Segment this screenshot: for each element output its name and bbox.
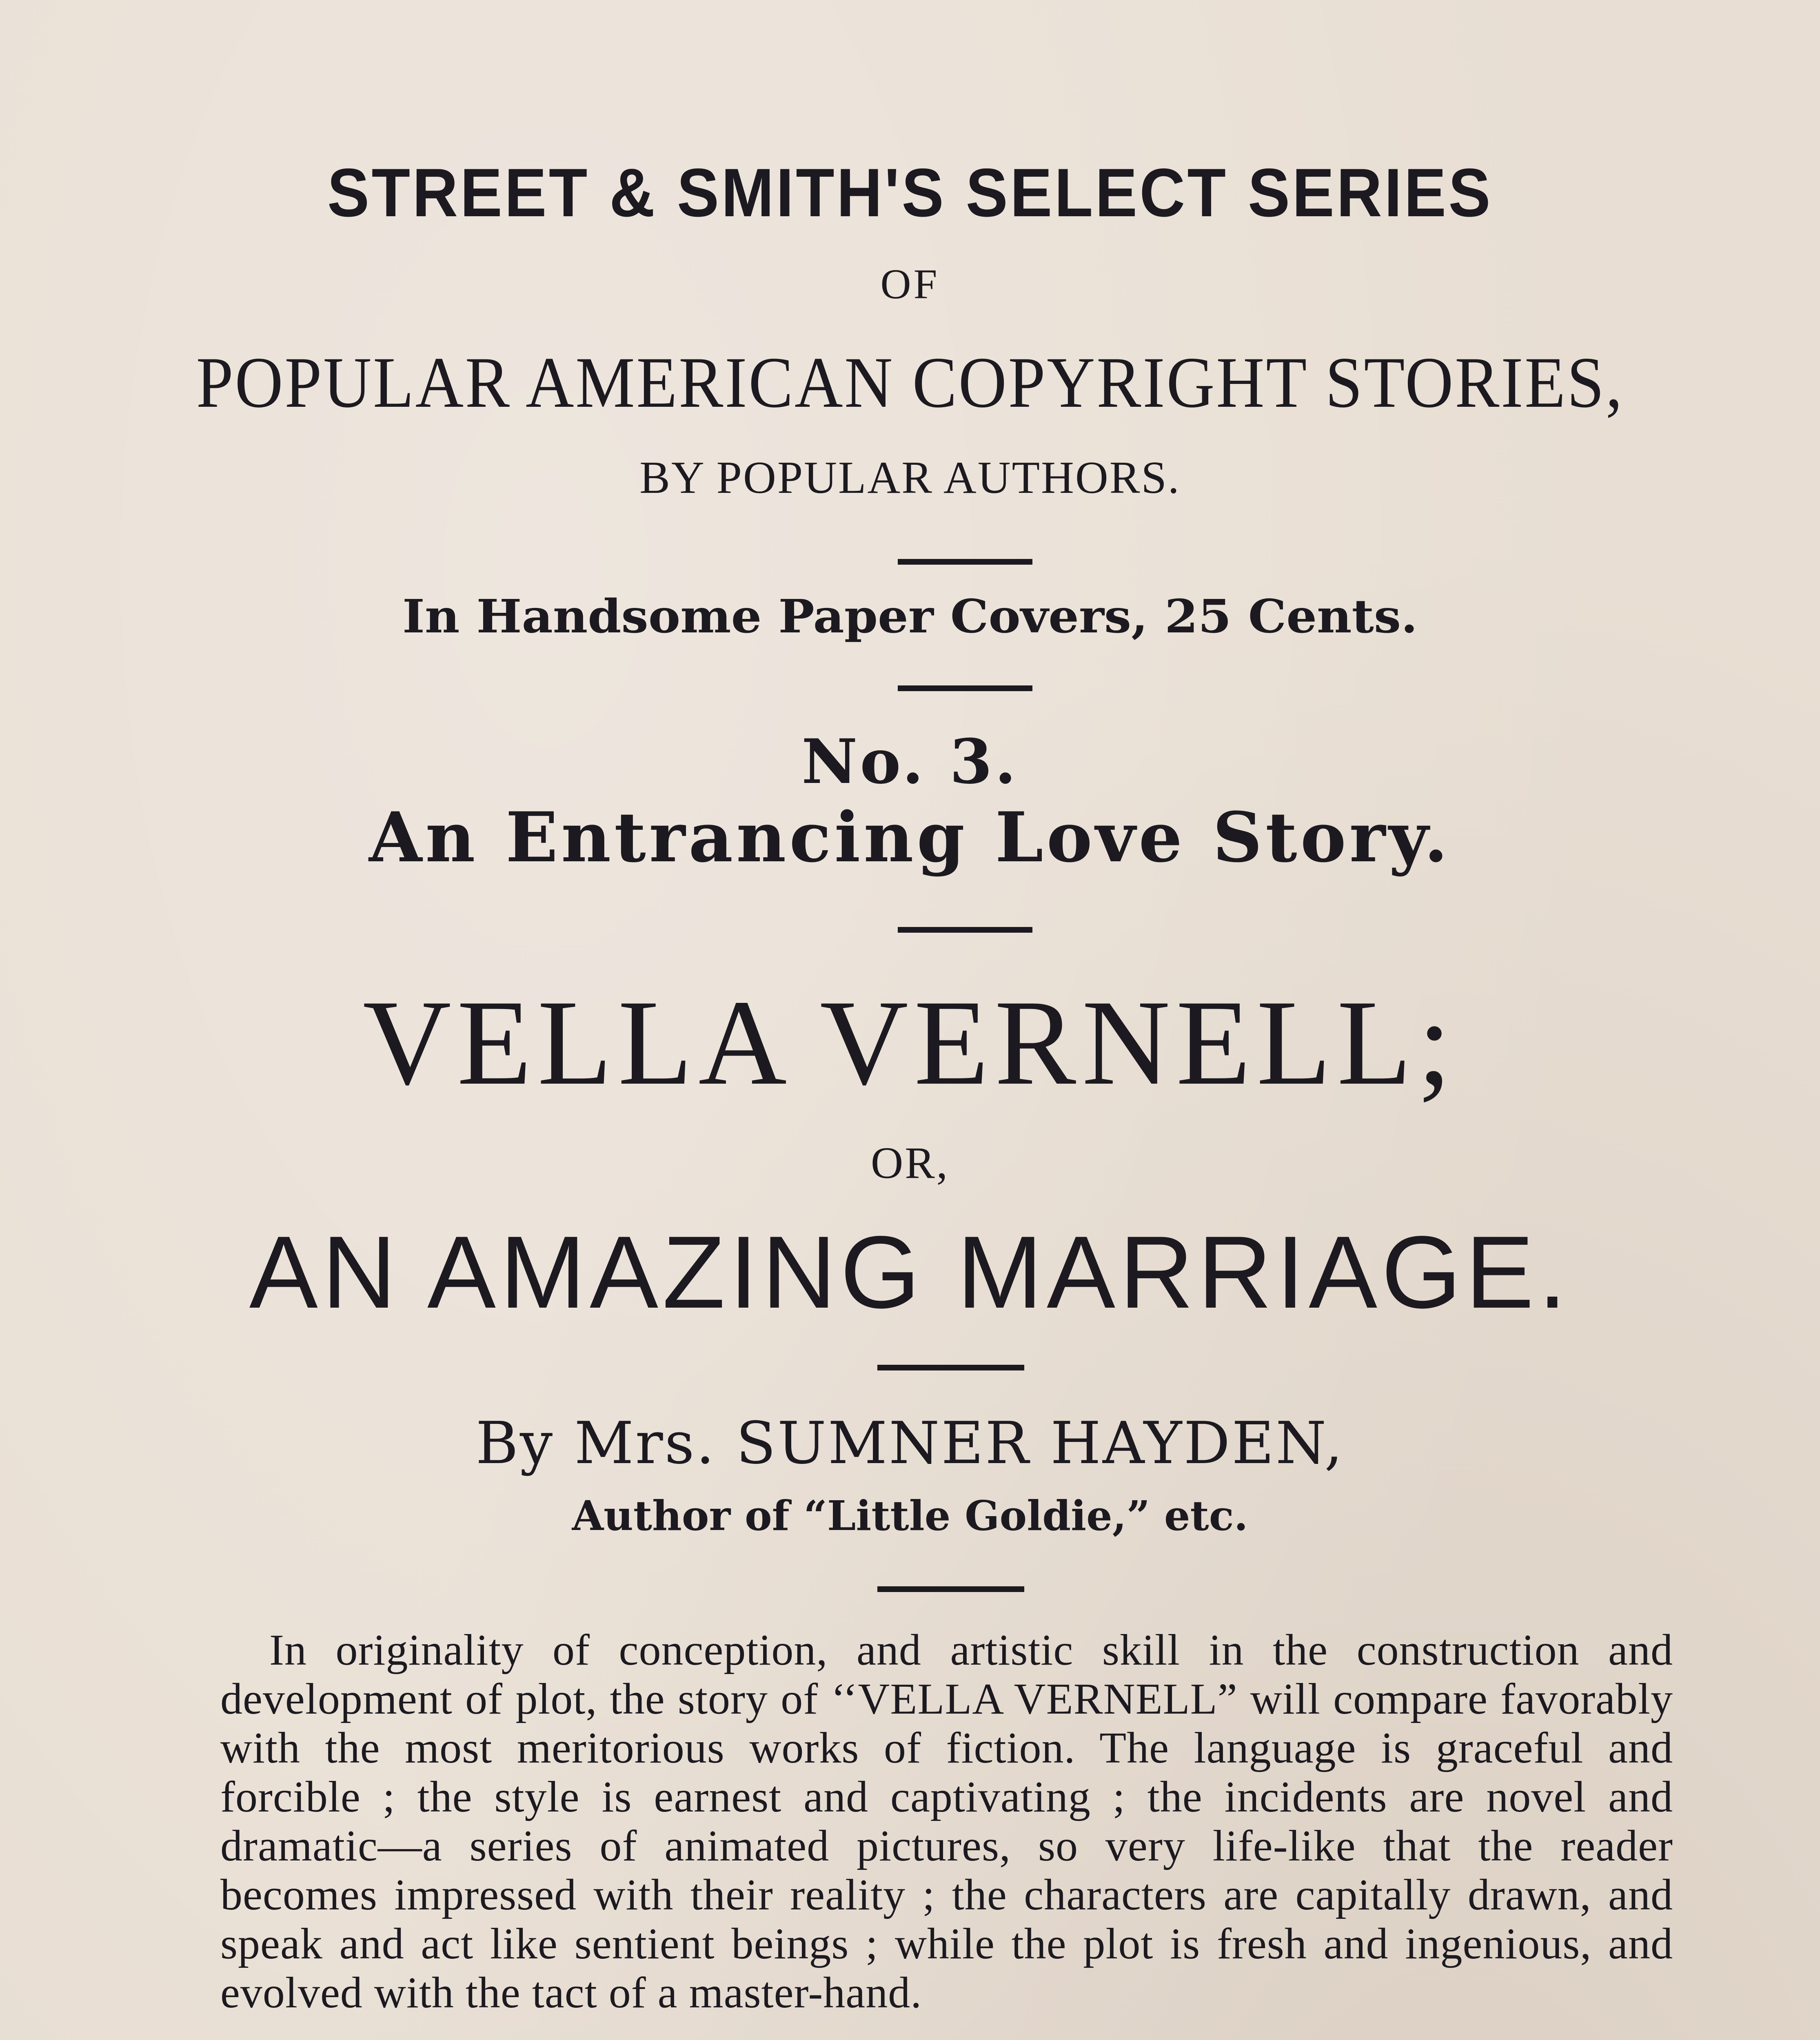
series-authors: BY POPULAR AUTHORS. <box>639 452 1181 503</box>
book-description: In originality of conception, and artistic skill in the construction and development of plot, the story of ‘‘VELLA VERNELL” will compare favorably with the most meritorious works of fiction. The language is graceful and forcible ; the style is earnest and captivating ; the incidents are novel and dramatic—a series of animated pictures, so very life-like that the reader becomes impressed with their reality ; the characters are capitally drawn, and speak and act like sentient beings ; while the plot is fresh and ingenious, and evolved with the tact of a master-hand. <box>220 1626 1673 2017</box>
divider-rule <box>898 559 1032 565</box>
cover-price-note: In Handsome Paper Covers, 25 Cents. <box>402 590 1418 643</box>
book-genre: An Entrancing Love Story. <box>369 797 1451 878</box>
divider-rule <box>877 1365 1024 1370</box>
series-of: OF <box>880 261 940 308</box>
divider-rule <box>898 927 1032 933</box>
series-collection: POPULAR AMERICAN COPYRIGHT STORIES, <box>196 342 1624 423</box>
title-or: OR, <box>870 1138 950 1188</box>
book-number: No. 3. <box>801 726 1019 798</box>
divider-rule <box>898 685 1032 691</box>
author-byline: By Mrs. SUMNER HAYDEN, <box>475 1410 1345 1477</box>
series-title: STREET & SMITH'S SELECT SERIES <box>327 154 1493 231</box>
book-title: VELLA VERNELL; <box>363 975 1457 1110</box>
author-previous-work: Author of “Little Goldie,” etc. <box>572 1492 1248 1540</box>
book-subtitle: AN AMAZING MARRIAGE. <box>249 1215 1571 1330</box>
divider-rule <box>877 1586 1024 1592</box>
